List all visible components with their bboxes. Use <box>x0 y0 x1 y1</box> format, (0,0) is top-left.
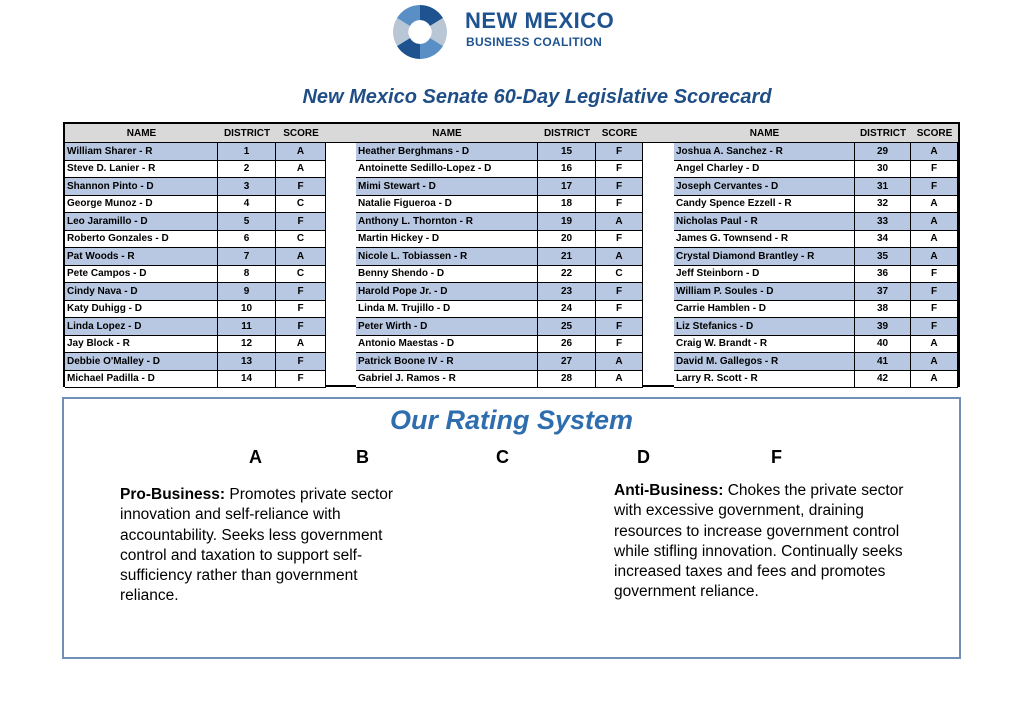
score-cell: F <box>911 318 958 336</box>
senator-name-cell: Roberto Gonzales - D <box>65 231 218 249</box>
senator-name-cell: Craig W. Brandt - R <box>674 336 855 354</box>
anti-business-label: Anti-Business: <box>614 482 724 499</box>
score-cell: A <box>276 143 326 161</box>
pro-business-text: Promotes private sector innovation and self-reliance with accountability. Seeks less government control and taxation to support self-sufficiency rather than government reliance. <box>120 486 394 605</box>
senator-name-cell: Leo Jaramillo - D <box>65 213 218 231</box>
district-cell: 37 <box>855 283 911 301</box>
senator-name-cell: Jay Block - R <box>65 336 218 354</box>
senator-name-cell: Jeff Steinborn - D <box>674 266 855 284</box>
score-cell: F <box>276 301 326 319</box>
senator-name-cell: Antonio Maestas - D <box>356 336 538 354</box>
district-cell: 3 <box>218 178 276 196</box>
senator-name-cell: William Sharer - R <box>65 143 218 161</box>
district-cell: 38 <box>855 301 911 319</box>
district-cell: 28 <box>538 371 596 389</box>
district-cell: 40 <box>855 336 911 354</box>
logo-text-line1: NEW MEXICO <box>465 8 615 33</box>
score-cell: F <box>911 283 958 301</box>
senator-name-cell: Heather Berghmans - D <box>356 143 538 161</box>
senator-name-cell: Patrick Boone IV - R <box>356 353 538 371</box>
district-cell: 25 <box>538 318 596 336</box>
column-header-name: NAME <box>674 124 855 143</box>
score-cell: A <box>596 248 643 266</box>
district-cell: 27 <box>538 353 596 371</box>
district-cell: 1 <box>218 143 276 161</box>
senator-name-cell: Joshua A. Sanchez - R <box>674 143 855 161</box>
anti-business-description <box>614 481 909 603</box>
score-cell: F <box>911 301 958 319</box>
district-cell: 10 <box>218 301 276 319</box>
district-cell: 24 <box>538 301 596 319</box>
district-cell: 17 <box>538 178 596 196</box>
score-cell: F <box>596 318 643 336</box>
senator-name-cell: Mimi Stewart - D <box>356 178 538 196</box>
district-cell: 6 <box>218 231 276 249</box>
district-cell: 18 <box>538 196 596 214</box>
score-cell: A <box>596 353 643 371</box>
score-cell: F <box>276 353 326 371</box>
score-cell: A <box>911 196 958 214</box>
score-cell: F <box>596 161 643 179</box>
score-cell: F <box>596 143 643 161</box>
district-cell: 20 <box>538 231 596 249</box>
column-header-district: DISTRICT <box>538 124 596 143</box>
score-cell: F <box>276 318 326 336</box>
district-cell: 21 <box>538 248 596 266</box>
senator-name-cell: Steve D. Lanier - R <box>65 161 218 179</box>
senator-name-cell: Natalie Figueroa - D <box>356 196 538 214</box>
district-cell: 33 <box>855 213 911 231</box>
senator-name-cell: Crystal Diamond Brantley - R <box>674 248 855 266</box>
score-cell: F <box>276 213 326 231</box>
logo-swirl-icon <box>388 2 452 62</box>
district-cell: 30 <box>855 161 911 179</box>
score-cell: A <box>911 213 958 231</box>
column-header-score: SCORE <box>911 124 958 143</box>
senator-name-cell: Linda M. Trujillo - D <box>356 301 538 319</box>
senator-name-cell: Martin Hickey - D <box>356 231 538 249</box>
district-cell: 4 <box>218 196 276 214</box>
score-cell: F <box>596 301 643 319</box>
senator-name-cell: Antoinette Sedillo-Lopez - D <box>356 161 538 179</box>
senator-name-cell: Nicole L. Tobiassen - R <box>356 248 538 266</box>
district-cell: 13 <box>218 353 276 371</box>
district-cell: 9 <box>218 283 276 301</box>
column-gap <box>643 124 674 143</box>
senator-name-cell: Linda Lopez - D <box>65 318 218 336</box>
score-cell: F <box>596 178 643 196</box>
score-cell: A <box>596 371 643 389</box>
score-cell: A <box>596 213 643 231</box>
senator-name-cell: Joseph Cervantes - D <box>674 178 855 196</box>
senator-name-cell: David M. Gallegos - R <box>674 353 855 371</box>
grade-label: B <box>356 447 369 467</box>
senator-name-cell: Harold Pope Jr. - D <box>356 283 538 301</box>
senator-name-cell: Liz Stefanics - D <box>674 318 855 336</box>
score-cell: A <box>276 248 326 266</box>
district-cell: 15 <box>538 143 596 161</box>
district-cell: 42 <box>855 371 911 389</box>
district-cell: 26 <box>538 336 596 354</box>
grade-label: F <box>771 447 782 467</box>
district-cell: 14 <box>218 371 276 389</box>
score-cell: A <box>911 371 958 389</box>
senator-name-cell: Gabriel J. Ramos - R <box>356 371 538 389</box>
district-cell: 8 <box>218 266 276 284</box>
senator-name-cell: Angel Charley - D <box>674 161 855 179</box>
score-cell: C <box>276 231 326 249</box>
score-cell: A <box>276 161 326 179</box>
rating-title: Our Rating System <box>389 405 634 435</box>
senator-name-cell: William P. Soules - D <box>674 283 855 301</box>
district-cell: 2 <box>218 161 276 179</box>
district-cell: 16 <box>538 161 596 179</box>
column-header-name: NAME <box>356 124 538 143</box>
score-cell: F <box>596 283 643 301</box>
logo-text-line2: BUSINESS COALITION <box>466 35 603 49</box>
district-cell: 12 <box>218 336 276 354</box>
district-cell: 39 <box>855 318 911 336</box>
senator-name-cell: Cindy Nava - D <box>65 283 218 301</box>
column-header-score: SCORE <box>596 124 643 143</box>
district-cell: 34 <box>855 231 911 249</box>
page-title: New Mexico Senate 60-Day Legislative Scorecard <box>302 86 772 108</box>
senator-name-cell: George Munoz - D <box>65 196 218 214</box>
score-cell: A <box>911 336 958 354</box>
column-header-district: DISTRICT <box>855 124 911 143</box>
score-cell: C <box>596 266 643 284</box>
score-cell: F <box>276 178 326 196</box>
score-cell: F <box>596 196 643 214</box>
score-cell: A <box>911 143 958 161</box>
column-header-score: SCORE <box>276 124 326 143</box>
district-cell: 41 <box>855 353 911 371</box>
pro-business-label: Pro-Business: <box>120 486 226 503</box>
senator-name-cell: Anthony L. Thornton - R <box>356 213 538 231</box>
district-cell: 19 <box>538 213 596 231</box>
score-cell: A <box>276 336 326 354</box>
column-header-district: DISTRICT <box>218 124 276 143</box>
score-cell: A <box>911 248 958 266</box>
score-cell: F <box>911 266 958 284</box>
grade-label: A <box>249 447 262 467</box>
score-cell: F <box>596 231 643 249</box>
senator-name-cell: Michael Padilla - D <box>65 371 218 389</box>
district-cell: 32 <box>855 196 911 214</box>
scorecard-table <box>63 122 960 387</box>
senator-name-cell: Debbie O'Malley - D <box>65 353 218 371</box>
score-cell: F <box>911 178 958 196</box>
score-cell: F <box>276 283 326 301</box>
score-cell: F <box>911 161 958 179</box>
senator-name-cell: Shannon Pinto - D <box>65 178 218 196</box>
senator-name-cell: Katy Duhigg - D <box>65 301 218 319</box>
district-cell: 35 <box>855 248 911 266</box>
rating-system-panel <box>62 397 961 659</box>
anti-business-text: Chokes the private sector with excessive government, draining resources to increase government control while stifling innovation. Continually seeks increased taxes and fees and promotes government reliance. <box>614 482 904 601</box>
district-cell: 31 <box>855 178 911 196</box>
score-cell: A <box>911 353 958 371</box>
column-gap <box>326 124 356 143</box>
senator-name-cell: Peter Wirth - D <box>356 318 538 336</box>
senator-name-cell: Pat Woods - R <box>65 248 218 266</box>
district-cell: 7 <box>218 248 276 266</box>
score-cell: F <box>596 336 643 354</box>
senator-name-cell: Nicholas Paul - R <box>674 213 855 231</box>
senator-name-cell: Candy Spence Ezzell - R <box>674 196 855 214</box>
score-cell: F <box>276 371 326 389</box>
score-cell: A <box>911 231 958 249</box>
coalition-logo <box>388 2 638 62</box>
senator-name-cell: Carrie Hamblen - D <box>674 301 855 319</box>
district-cell: 36 <box>855 266 911 284</box>
senator-name-cell: Benny Shendo - D <box>356 266 538 284</box>
grade-label: C <box>496 447 509 467</box>
district-cell: 29 <box>855 143 911 161</box>
district-cell: 11 <box>218 318 276 336</box>
senator-name-cell: Pete Campos - D <box>65 266 218 284</box>
district-cell: 22 <box>538 266 596 284</box>
pro-business-description <box>120 485 410 607</box>
district-cell: 23 <box>538 283 596 301</box>
score-cell: C <box>276 196 326 214</box>
column-header-name: NAME <box>65 124 218 143</box>
district-cell: 5 <box>218 213 276 231</box>
grade-label: D <box>637 447 650 467</box>
senator-name-cell: James G. Townsend - R <box>674 231 855 249</box>
senator-name-cell: Larry R. Scott - R <box>674 371 855 389</box>
score-cell: C <box>276 266 326 284</box>
